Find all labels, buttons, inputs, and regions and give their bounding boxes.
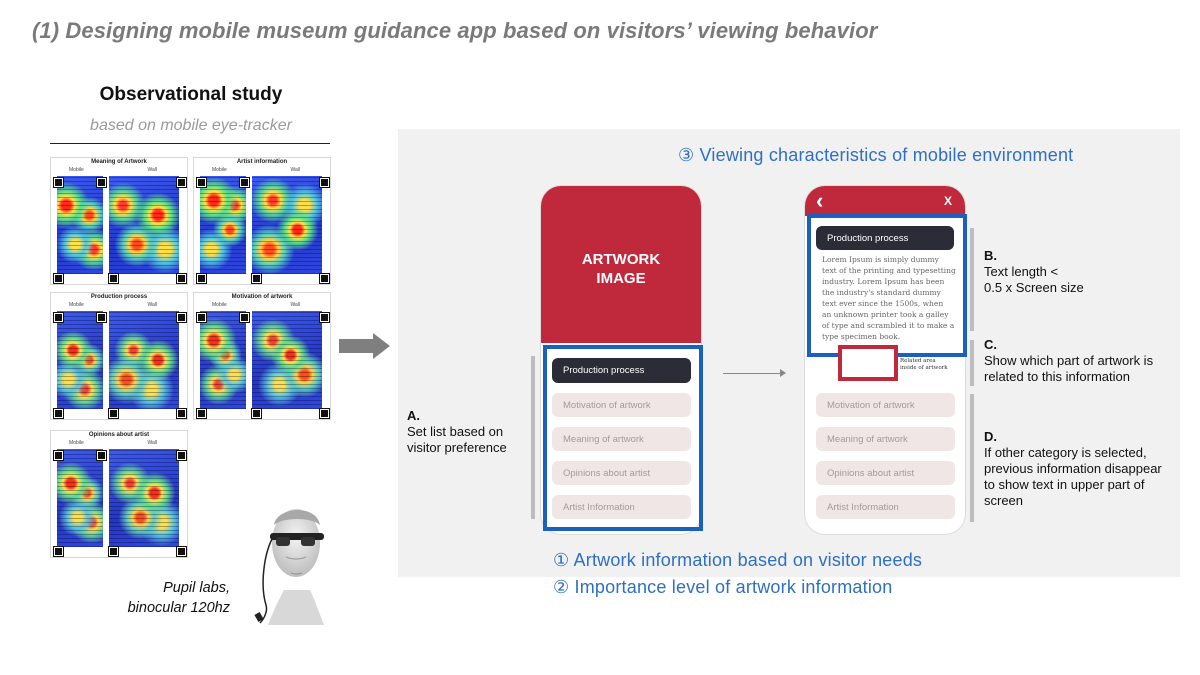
tracking-marker [240,313,249,322]
heading-importance-level: ② Importance level of artwork information [553,577,893,597]
transition-arrow-line [723,373,783,374]
wall-heatmap-image [109,311,179,409]
annotation-d-bar [970,394,974,522]
annotation-a-bar [531,356,535,519]
tracking-marker [177,451,186,460]
heading-visitor-needs: ① Artwork information based on visitor needs [553,550,923,570]
mobile-heatmap-image [57,449,103,547]
mobile-heatmap-image [200,311,246,409]
annotation-b-label: B. [984,248,997,263]
detail-text-line: text ever since the 1500s, when [822,299,944,308]
annotation-d-line: If other category is selected, [984,445,1147,460]
wall-heatmap-image [252,176,322,274]
heatmap-left-label: Mobile [69,440,84,446]
back-icon[interactable]: ‹ [816,188,824,213]
heatmap-left-label: Mobile [69,302,84,308]
detail-text-line: an unknown printer took a galley [822,310,949,319]
tracking-marker [320,313,329,322]
wall-heatmap-image [252,311,322,409]
tracking-marker [54,451,63,460]
tracking-marker [109,547,118,556]
annotation-a-line: visitor preference [407,440,507,455]
tracking-marker [252,274,261,283]
detail-menu-item-artist-information[interactable]: Artist Information [816,495,955,519]
annotation-a [407,408,527,456]
detail-text-line: text of the printing and typesetting [822,266,956,275]
list-highlight-frame [543,345,703,531]
heatmap-panel [193,157,331,285]
heatmap-panel [50,430,188,558]
annotation-b-line: 0.5 x Screen size [984,280,1084,295]
heatmap-right-label: Wall [147,167,157,173]
annotation-c-bar [970,340,974,386]
tracking-marker [97,313,106,322]
related-area-box [838,345,898,381]
tracking-marker [320,274,329,283]
artwork-image-line-1: ARTWORK [581,251,661,268]
annotation-c-line: related to this information [984,369,1130,384]
detail-text-line: Lorem Ipsum is simply dummy [822,255,939,264]
heatmap-right-label: Wall [290,302,300,308]
heatmap-left-label: Mobile [69,167,84,173]
device-caption-line-2: binocular 120hz [127,600,230,616]
mobile-heatmap-image [57,176,103,274]
menu-item-artist-information[interactable]: Artist Information [552,495,691,519]
detail-header-production-process[interactable]: Production process [816,226,954,250]
tracking-marker [97,451,106,460]
page-title: (1) Designing mobile museum guidance app based on visitors’ viewing behavior [32,18,878,43]
heatmap-panel [193,292,331,420]
menu-item-production-process[interactable]: Production process [552,358,691,383]
heatmap-title: Artist information [236,159,288,165]
tracking-marker [320,178,329,187]
mobile-heatmap-image [200,176,246,274]
tracking-marker [177,178,186,187]
annotation-b-line: Text length < [984,264,1059,279]
study-title: Observational study [99,84,283,105]
annotation-c-label: C. [984,337,997,352]
annotation-d-line: previous information disappear [984,461,1162,476]
menu-item-motivation-of-artwork[interactable]: Motivation of artwork [552,393,691,417]
heatmap-right-label: Wall [147,440,157,446]
heatmap-right-label: Wall [147,302,157,308]
annotation-d [984,429,1179,509]
tracking-marker [177,274,186,283]
eye-tracker-wearer-image [246,495,346,625]
detail-menu-item-meaning-of-artwork[interactable]: Meaning of artwork [816,427,955,451]
text-highlight-frame [807,214,967,357]
annotation-c-line: Show which part of artwork is [984,353,1154,368]
transition-arrow-icon [780,369,786,377]
wall-heatmap-image [109,176,179,274]
annotation-d-label: D. [984,429,997,444]
tracking-marker [252,409,261,418]
tracking-marker [54,409,63,418]
tracking-marker [197,274,206,283]
tracking-marker [197,178,206,187]
heatmap-title: Production process [90,294,148,300]
mobile-heatmap-image [57,311,103,409]
heatmap-panel [50,292,188,420]
heatmap-left-label: Mobile [212,167,227,173]
tracking-marker [320,409,329,418]
annotation-a-label: A. [407,408,420,423]
tracking-marker [197,313,206,322]
tracking-marker [240,178,249,187]
heatmap-right-label: Wall [290,167,300,173]
tracking-marker [54,274,63,283]
menu-item-opinions-about-artist[interactable]: Opinions about artist [552,461,691,485]
flow-arrow-icon [373,333,390,359]
annotation-d-line: screen [984,493,1024,508]
tracking-marker [54,313,63,322]
detail-text-line: of type and scrambled it to make a [822,321,955,330]
related-area-label [900,358,960,372]
heatmap-left-label: Mobile [212,302,227,308]
tracking-marker [197,409,206,418]
device-caption-line-1: Pupil labs, [163,580,230,596]
study-subtitle: based on mobile eye-tracker [90,117,292,134]
annotation-b [984,248,1174,296]
tracking-marker [54,178,63,187]
detail-top-bar [805,186,965,216]
tracking-marker [54,547,63,556]
heatmap-title: Opinions about artist [88,432,150,438]
tracking-marker [177,409,186,418]
wall-heatmap-image [109,449,179,547]
heatmap-title: Motivation of artwork [231,294,293,300]
related-area-line-2: inside of artwork [900,365,948,371]
heading-viewing-characteristics: ③ Viewing characteristics of mobile environment [678,145,1074,165]
close-icon[interactable]: X [944,194,953,208]
tracking-marker [109,409,118,418]
tracking-marker [109,274,118,283]
device-caption [80,578,230,618]
detail-menu-item-motivation-of-artwork[interactable]: Motivation of artwork [816,393,955,417]
artwork-image-line-2: IMAGE [596,270,646,287]
heatmap-title: Meaning of Artwork [91,159,147,165]
detail-text-line: the industry's standard dummy [822,288,941,297]
detail-menu-item-opinions-about-artist[interactable]: Opinions about artist [816,461,955,485]
flow-arrow-shaft [339,339,373,353]
detail-text-line: industry. Lorem Ipsum has been [822,277,945,286]
annotation-b-bar [970,228,974,331]
artwork-image-label [541,250,701,288]
annotation-d-line: to show text in upper part of [984,477,1145,492]
study-divider [50,143,330,144]
heatmap-panel [50,157,188,285]
annotation-c [984,337,1179,385]
tracking-marker [97,178,106,187]
related-area-line-1: Related area [900,358,936,364]
tracking-marker [177,547,186,556]
tracking-marker [177,313,186,322]
detail-text-line: type specimen book. [822,332,901,341]
menu-item-meaning-of-artwork[interactable]: Meaning of artwork [552,427,691,451]
annotation-a-line: Set list based on [407,424,504,439]
